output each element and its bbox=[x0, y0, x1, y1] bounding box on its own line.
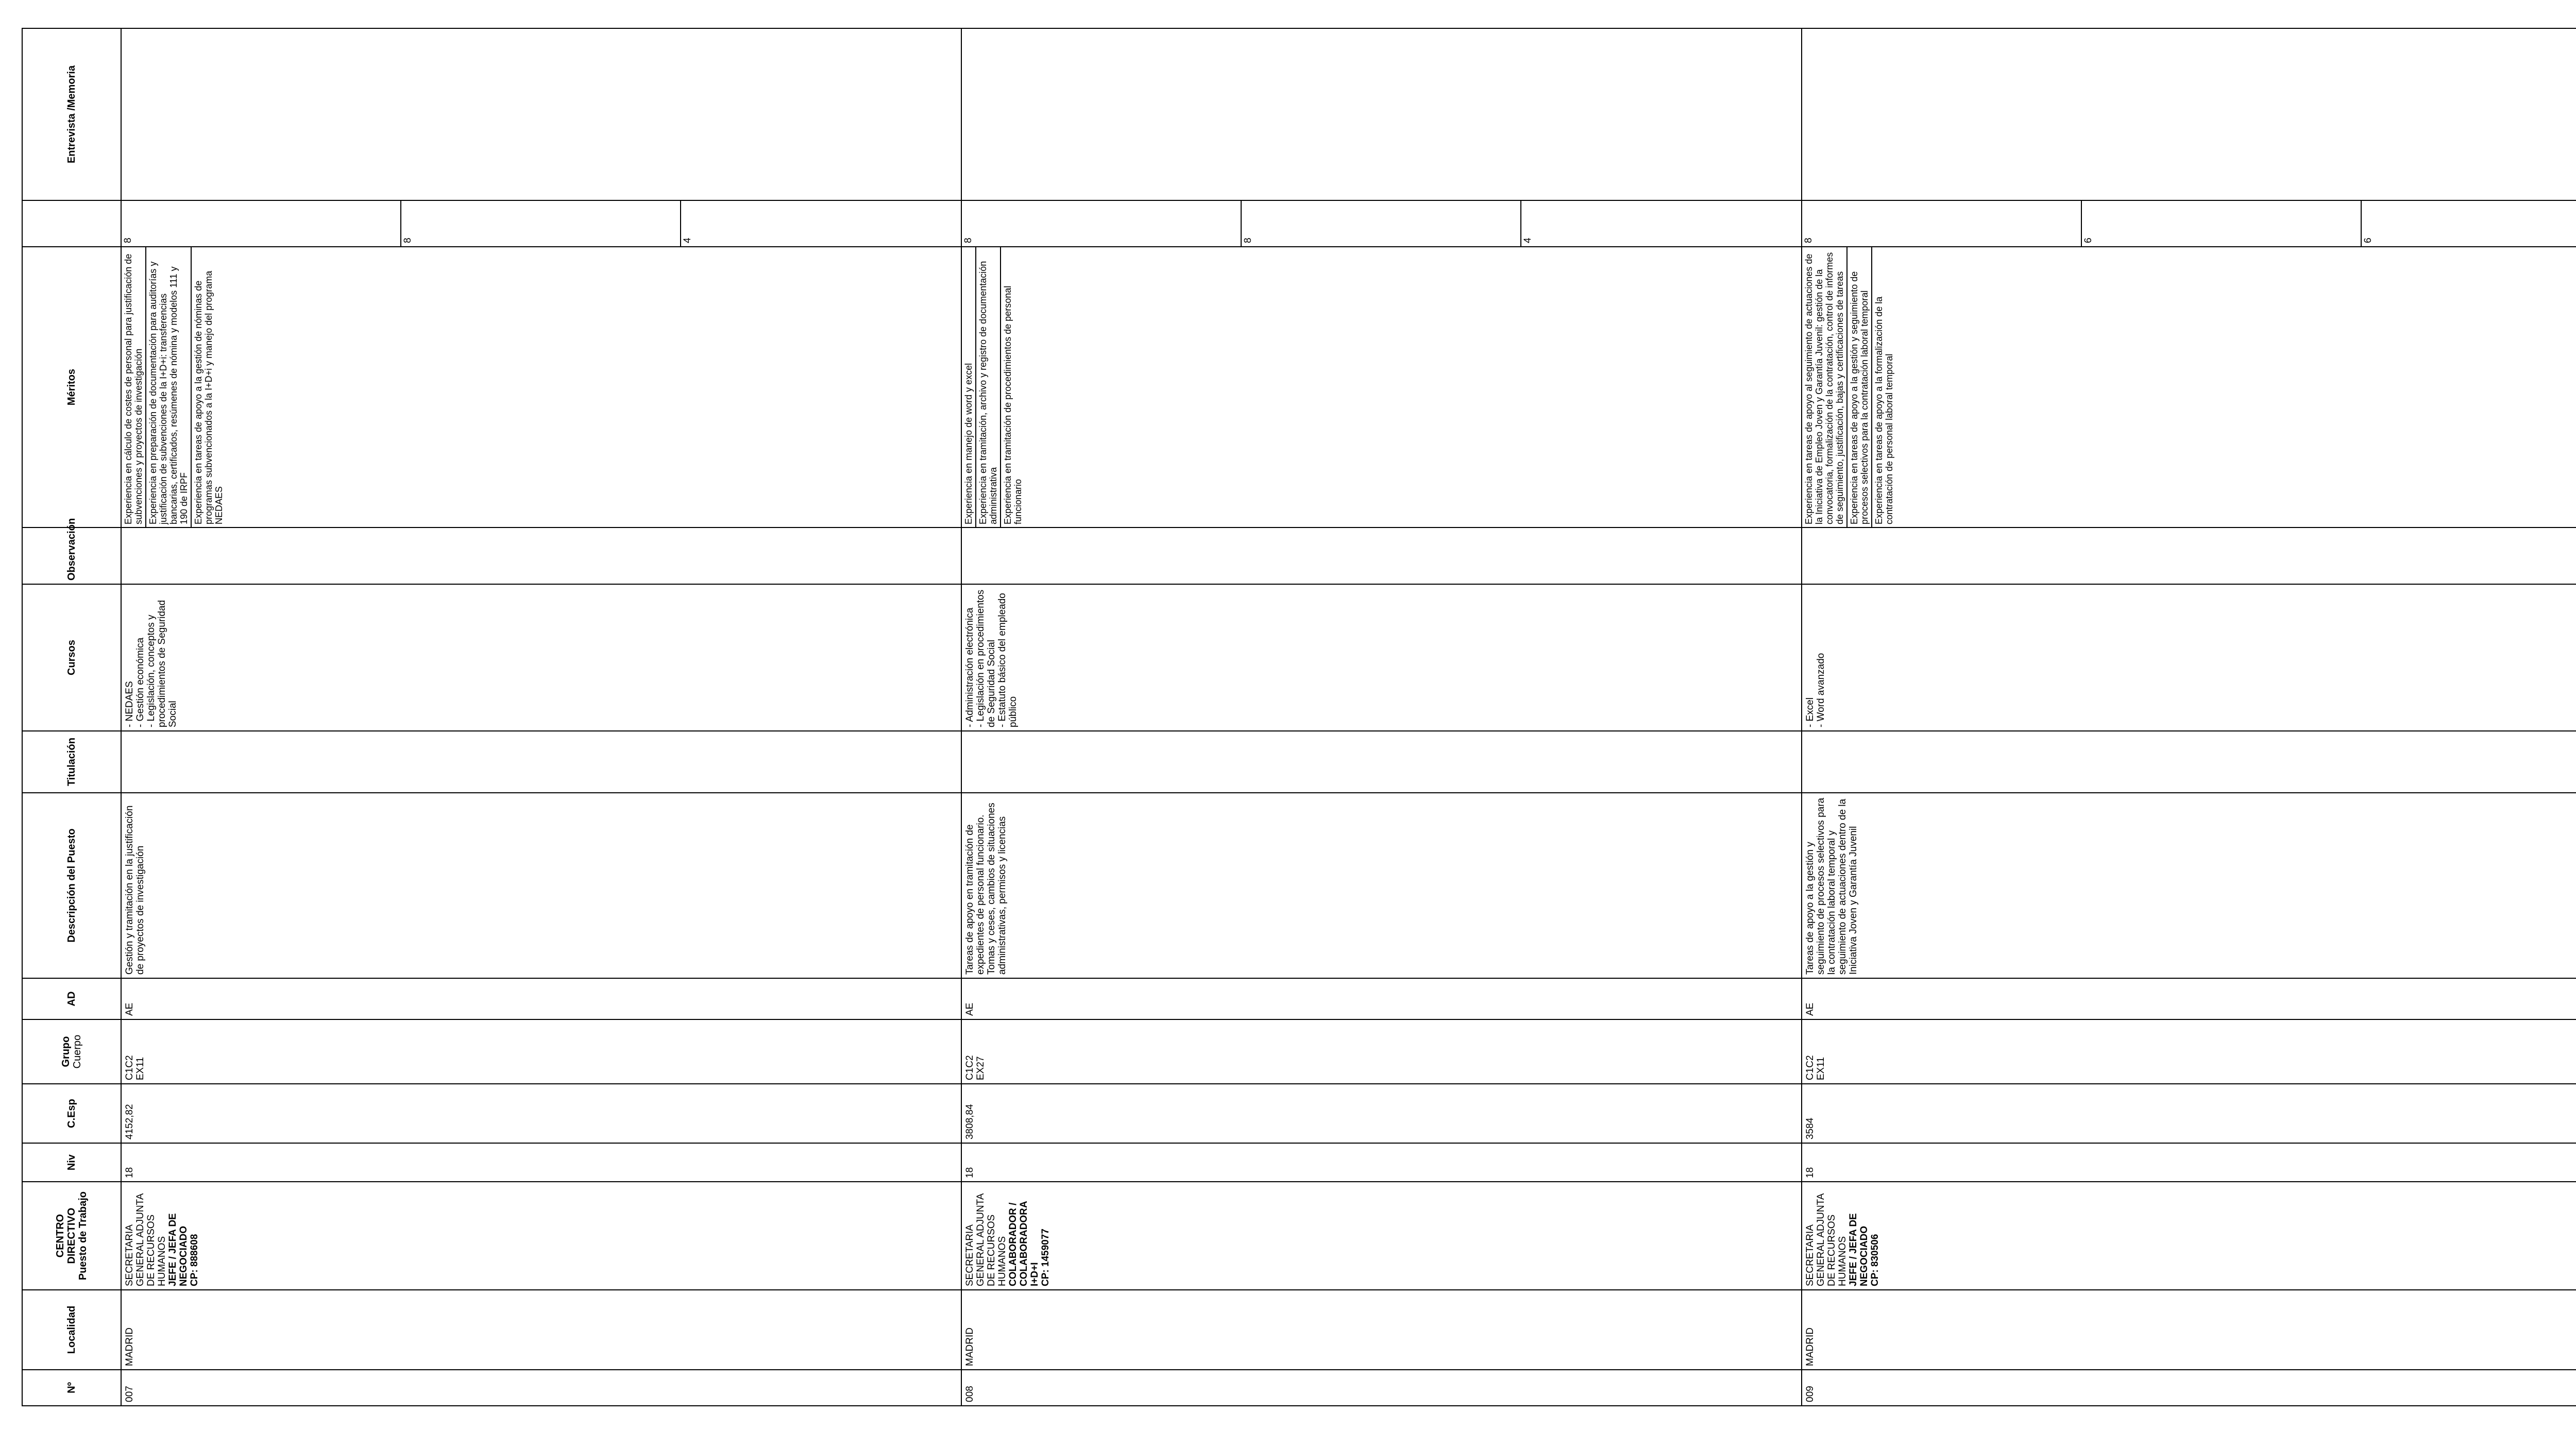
header-row bbox=[22, 28, 121, 1406]
cuerpo: EX27 bbox=[975, 1056, 986, 1080]
curso-item: - Legislación en procedimientos de Seguridad Social bbox=[975, 589, 997, 727]
cell-entrevista bbox=[1802, 28, 2576, 200]
merito-item: Experiencia en tareas de apoyo a la gestión y seguimiento de procesos selectivos para la contratación laboral temporal bbox=[1848, 247, 1872, 527]
cell-cesp: 4152,82 bbox=[121, 1084, 961, 1143]
curso-item: - Excel bbox=[1805, 697, 1816, 727]
cell-cursos bbox=[121, 584, 961, 731]
merito-puntos: 4 bbox=[1522, 237, 1533, 243]
cell-niv: 18 bbox=[1802, 1143, 2576, 1182]
header-niv: Niv bbox=[22, 1143, 121, 1182]
codigo-puesto: CP: 1459077 bbox=[1040, 1229, 1051, 1286]
positions-table bbox=[22, 28, 2576, 1406]
header-cursos: Cursos bbox=[22, 584, 121, 731]
merito-item: Experiencia en tareas de apoyo a la formalización de la contratación de personal laboral temporal bbox=[1874, 296, 1894, 524]
merito-item: Experiencia en preparación de documentación para auditorías y justificación de subvenciones de la I+D+i: transferencias bancarias, certificados, resúmenes de nómina y modelos 111 y 190 de IRPF bbox=[146, 247, 192, 527]
cell-num: 009 bbox=[1802, 1370, 2576, 1406]
cell-observacion bbox=[961, 527, 1802, 584]
puesto-trabajo: JEFE / JEFA DE NEGOCIADO bbox=[167, 1213, 189, 1286]
cell-meritos bbox=[961, 247, 1802, 527]
cell-titulacion bbox=[1802, 731, 2576, 793]
cell-puntos bbox=[961, 200, 1802, 247]
header-ad: AD bbox=[22, 978, 121, 1019]
merito-puntos: 6 bbox=[2082, 201, 2362, 246]
merito-puntos: 8 bbox=[1242, 201, 1521, 246]
merito-puntos: 8 bbox=[401, 201, 681, 246]
centro-directivo: SECRETARIA GENERAL ADJUNTA DE RECURSOS HUMANOS bbox=[964, 1194, 1008, 1286]
cell-entrevista bbox=[961, 28, 1802, 200]
cuerpo: EX11 bbox=[135, 1057, 146, 1080]
merito-item: Experiencia en tareas de apoyo a la gestión de nóminas de programas subvencionados a la I+D+i y manejo del programa NEDAES bbox=[193, 270, 224, 524]
header-puntos bbox=[22, 200, 121, 247]
merito-item: Experiencia en cálculo de costes de personal para justificación de subvenciones y proyectos de investigación bbox=[122, 247, 146, 527]
merito-item: Experiencia en tareas de apoyo al seguimiento de actuaciones de la Iniciativa de Empleo Joven y Garantía Juvenil: gestión de la convocatoria, formalización de la contratación, control de informes de seguimiento, justificación, bajas y certificaciones de tareas bbox=[1802, 247, 1848, 527]
cell-centro bbox=[961, 1182, 1802, 1290]
cell-ad: AE bbox=[961, 978, 1802, 1019]
grupo: C1C2 bbox=[124, 1055, 135, 1080]
table-body bbox=[121, 28, 2576, 1406]
header-num: Nº bbox=[22, 1370, 121, 1406]
cell-descripcion: Tareas de apoyo a la gestión y seguimiento de procesos selectivos para la contratación laboral temporal y seguimiento de actuaciones dentro de la Iniciativa Joven y Garantía Juvenil bbox=[1802, 793, 2576, 978]
header-centro-line2: Puesto de Trabajo bbox=[77, 1191, 89, 1281]
header-grupo-line2: Cuerpo bbox=[72, 1034, 83, 1069]
cell-grupo bbox=[1802, 1019, 2576, 1084]
header-meritos: Méritos bbox=[22, 247, 121, 527]
merito-item: Experiencia en tramitación de procedimientos de personal funcionario bbox=[1003, 285, 1023, 524]
cell-localidad: MADRID bbox=[121, 1290, 961, 1370]
cell-cesp: 3808,84 bbox=[961, 1084, 1802, 1143]
cell-observacion bbox=[121, 527, 961, 584]
merito-puntos: 8 bbox=[122, 201, 401, 246]
curso-item: - Word avanzado bbox=[1816, 653, 1826, 727]
cell-niv: 18 bbox=[121, 1143, 961, 1182]
cell-observacion bbox=[1802, 527, 2576, 584]
curso-item: - Gestión económica bbox=[135, 637, 146, 727]
cell-entrevista bbox=[121, 28, 961, 200]
cell-localidad: MADRID bbox=[961, 1290, 1802, 1370]
cell-cursos bbox=[1802, 584, 2576, 731]
cell-cursos bbox=[961, 584, 1802, 731]
curso-item: - Administración electrónica bbox=[964, 607, 975, 727]
cell-ad: AE bbox=[121, 978, 961, 1019]
cuerpo: EX11 bbox=[1816, 1057, 1826, 1080]
cell-localidad: MADRID bbox=[1802, 1290, 2576, 1370]
puesto-trabajo: COLABORADOR / COLABORADORA I+D+I bbox=[1008, 1201, 1040, 1286]
curso-item: - Estatuto básico del empleado público bbox=[997, 593, 1019, 727]
header-grupo bbox=[22, 1019, 121, 1084]
curso-item: - NEDAES bbox=[124, 681, 135, 727]
merito-puntos: 8 bbox=[1802, 201, 2082, 246]
curso-item: - Legislación, conceptos y procedimientos de Seguridad Social bbox=[146, 600, 178, 727]
cell-centro bbox=[1802, 1182, 2576, 1290]
cell-titulacion bbox=[121, 731, 961, 793]
table-row bbox=[1802, 28, 2576, 1406]
codigo-puesto: CP: 830506 bbox=[1870, 1234, 1880, 1286]
centro-directivo: SECRETARIA GENERAL ADJUNTA DE RECURSOS HUMANOS bbox=[124, 1194, 167, 1286]
cell-descripcion: Gestión y tramitación en la justificación de proyectos de investigación bbox=[121, 793, 961, 978]
merito-puntos: 6 bbox=[2363, 237, 2374, 243]
header-titulacion: Titulación bbox=[22, 731, 121, 793]
cell-grupo bbox=[121, 1019, 961, 1084]
grupo: C1C2 bbox=[1805, 1055, 1816, 1080]
grupo: C1C2 bbox=[964, 1055, 975, 1080]
merito-puntos: 4 bbox=[682, 237, 693, 243]
puesto-trabajo: JEFE / JEFA DE NEGOCIADO bbox=[1848, 1213, 1870, 1286]
cell-meritos bbox=[1802, 247, 2576, 527]
header-centro bbox=[22, 1182, 121, 1290]
header-cesp: C.Esp bbox=[22, 1084, 121, 1143]
rotated-page bbox=[22, 29, 2374, 1406]
header-grupo-line1: Grupo bbox=[60, 1036, 72, 1067]
cell-cesp: 3584 bbox=[1802, 1084, 2576, 1143]
codigo-puesto: CP: 888608 bbox=[189, 1234, 200, 1286]
table-row bbox=[121, 28, 961, 1406]
cell-grupo bbox=[961, 1019, 1802, 1084]
cell-meritos bbox=[121, 247, 961, 527]
cell-titulacion bbox=[961, 731, 1802, 793]
table-row bbox=[961, 28, 1802, 1406]
merito-item: Experiencia en tramitación, archivo y registro de documentación administrativa bbox=[976, 247, 1001, 527]
header-centro-line1: CENTRO DIRECTIVO bbox=[55, 1207, 77, 1264]
header-observacion: Observación bbox=[22, 527, 121, 584]
cell-centro bbox=[121, 1182, 961, 1290]
centro-directivo: SECRETARIA GENERAL ADJUNTA DE RECURSOS HUMANOS bbox=[1805, 1194, 1848, 1286]
cell-puntos bbox=[1802, 200, 2576, 247]
cell-niv: 18 bbox=[961, 1143, 1802, 1182]
cell-num: 008 bbox=[961, 1370, 1802, 1406]
header-descripcion: Descripción del Puesto bbox=[22, 793, 121, 978]
header-localidad: Localidad bbox=[22, 1290, 121, 1370]
cell-puntos bbox=[121, 200, 961, 247]
merito-puntos: 8 bbox=[962, 201, 1242, 246]
cell-num: 007 bbox=[121, 1370, 961, 1406]
header-entrevista: Entrevista /Memoria bbox=[22, 28, 121, 200]
merito-item: Experiencia en manejo de word y excel bbox=[962, 247, 976, 527]
cell-ad: AE bbox=[1802, 978, 2576, 1019]
cell-descripcion: Tareas de apoyo en tramitación de expedientes de personal funcionario. Tomas y ceses, cambios de situaciones administrativas, permisos y licencias bbox=[961, 793, 1802, 978]
